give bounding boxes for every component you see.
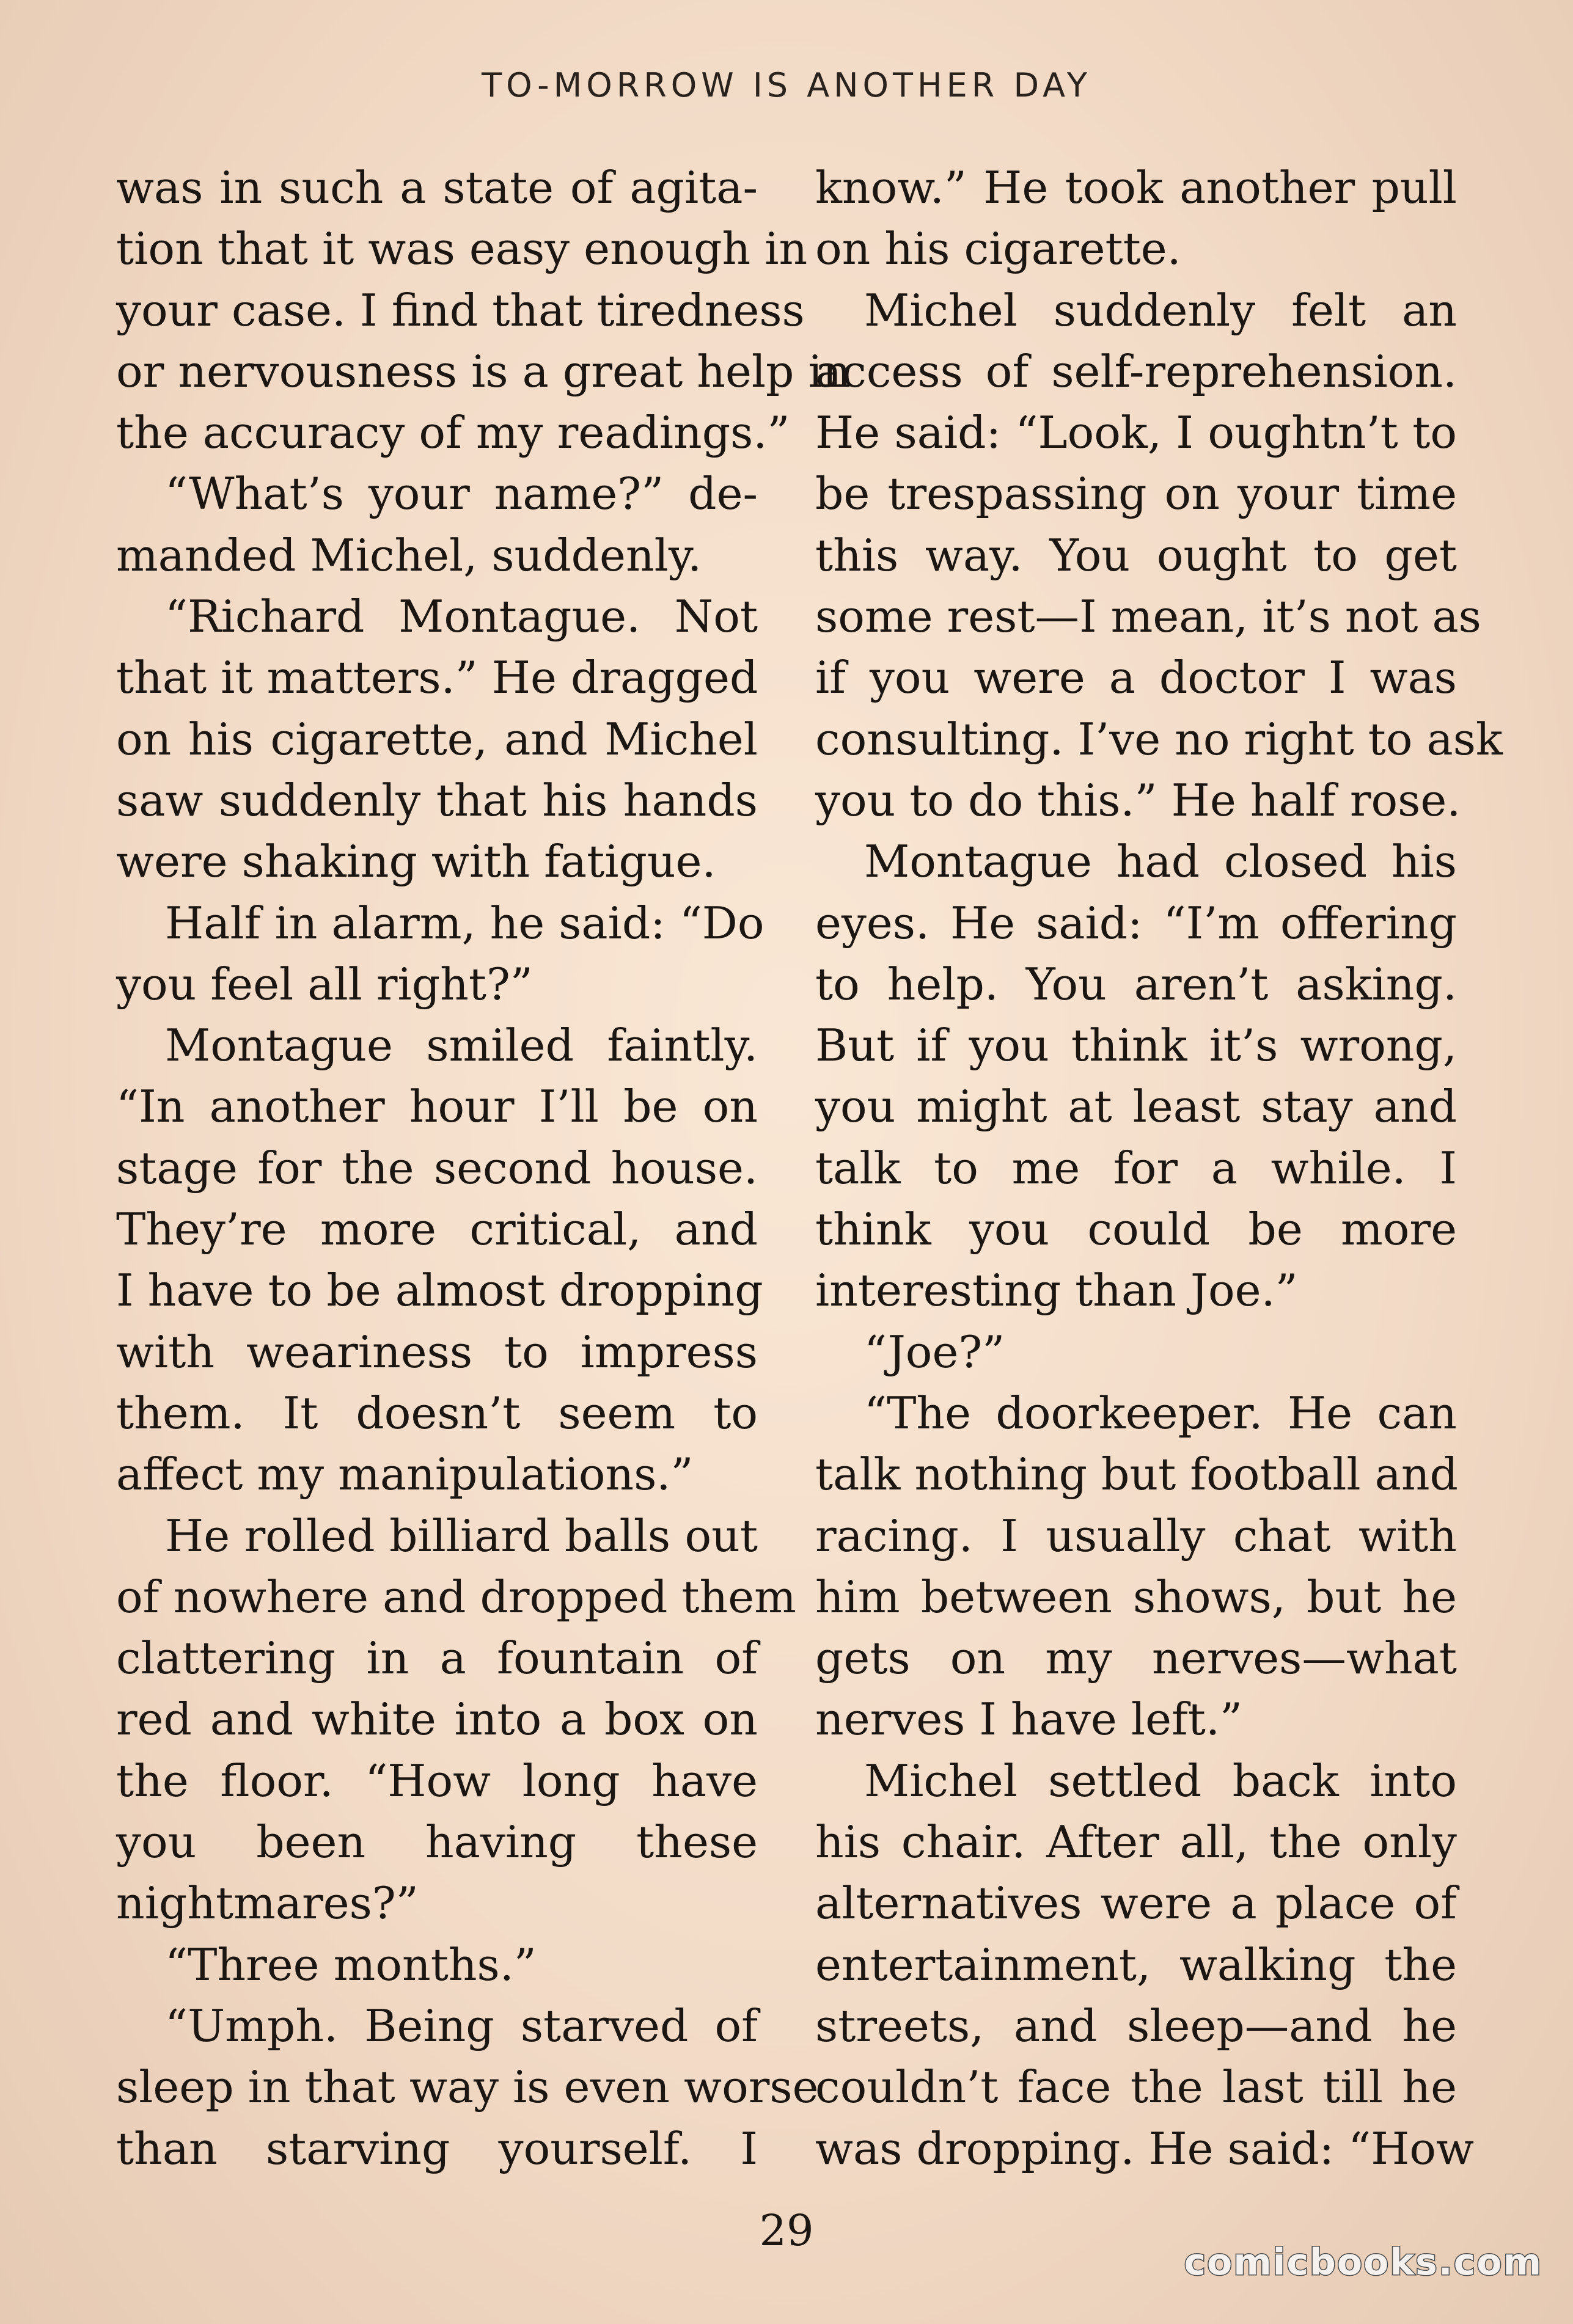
text-line: “Richard Montague. Not	[165, 591, 758, 643]
text-line: than starving yourself. I	[116, 2123, 758, 2175]
text-line: of nowhere and dropped them	[116, 1571, 796, 1623]
text-line: I have to be almost dropping	[116, 1265, 763, 1317]
text-line: Montague had closed his	[864, 836, 1457, 888]
text-line: Montague smiled faintly.	[165, 1020, 758, 1072]
text-line: He rolled billiard balls out	[165, 1510, 758, 1562]
text-line: you been having these	[116, 1817, 758, 1869]
text-line: “In another hour I’ll be on	[116, 1081, 758, 1133]
text-line: “The doorkeeper. He can	[864, 1387, 1457, 1439]
text-line: entertainment, walking the	[815, 1939, 1457, 1991]
text-line: to help. You aren’t asking.	[815, 959, 1457, 1010]
text-line: He said: “Look, I oughtn’t to	[815, 407, 1457, 459]
text-line: him between shows, but he	[815, 1571, 1457, 1623]
text-line: stage for the second house.	[116, 1142, 758, 1194]
text-line: “What’s your name?” de-	[165, 469, 758, 521]
text-line: some rest—I mean, it’s not as	[815, 591, 1481, 643]
text-line: if you were a doctor I was	[815, 652, 1457, 704]
text-line: was in such a state of agita-	[116, 163, 758, 214]
text-line: nightmares?”	[116, 1878, 419, 1930]
text-line: nerves I have left.”	[815, 1694, 1243, 1746]
text-line: them. It doesn’t seem to	[116, 1387, 758, 1439]
text-line: gets on my nerves—what	[815, 1633, 1457, 1685]
text-line: “Umph. Being starved of	[165, 2000, 758, 2052]
text-line: But if you think it’s wrong,	[815, 1020, 1457, 1072]
text-line: were shaking with fatigue.	[116, 836, 716, 888]
text-line: the accuracy of my readings.”	[116, 407, 790, 459]
left-text-column	[116, 158, 851, 2180]
text-line: be trespassing on your time	[815, 469, 1457, 521]
text-line: Michel suddenly felt an	[864, 285, 1457, 337]
right-text-column	[815, 158, 1503, 2180]
page-number: 29	[759, 2205, 814, 2256]
text-line: interesting than Joe.”	[815, 1265, 1298, 1317]
running-head: TO-MORROW IS ANOTHER DAY	[482, 66, 1091, 104]
text-line: red and white into a box on	[116, 1694, 758, 1746]
text-line: access of self-reprehension.	[815, 346, 1457, 398]
text-line: on his cigarette, and Michel	[116, 714, 758, 766]
text-line: tion that it was easy enough in	[116, 224, 808, 276]
text-line: know.” He took another pull	[815, 163, 1457, 214]
text-line: “Three months.”	[165, 1939, 537, 1991]
text-line: clattering in a fountain of	[116, 1633, 758, 1685]
text-line: consulting. I’ve no right to ask	[815, 714, 1503, 766]
text-line: talk to me for a while. I	[815, 1142, 1457, 1194]
text-line: streets, and sleep—and he	[815, 2000, 1457, 2052]
text-line: with weariness to impress	[116, 1326, 758, 1378]
text-line: your case. I find that tiredness	[116, 285, 805, 337]
text-line: you feel all right?”	[116, 959, 533, 1010]
text-line: his chair. After all, the only	[815, 1817, 1457, 1869]
text-line: that it matters.” He dragged	[116, 652, 758, 704]
text-line: eyes. He said: “I’m offering	[815, 897, 1457, 949]
text-line: manded Michel, suddenly.	[116, 530, 702, 582]
text-line: Michel settled back into	[864, 1755, 1457, 1807]
text-line: They’re more critical, and	[116, 1204, 758, 1256]
text-line: Half in alarm, he said: “Do	[165, 897, 765, 949]
text-line: you might at least stay and	[815, 1081, 1457, 1133]
text-line: was dropping. He said: “How	[815, 2123, 1475, 2175]
text-line: affect my manipulations.”	[116, 1449, 694, 1501]
text-line: couldn’t face the last till he	[815, 2062, 1457, 2114]
text-line: or nervousness is a great help in	[116, 346, 851, 398]
watermark: comicbooks.com	[1184, 2241, 1542, 2284]
text-line: saw suddenly that his hands	[116, 775, 758, 827]
text-line: this way. You ought to get	[815, 530, 1457, 582]
text-line: alternatives were a place of	[815, 1878, 1457, 1930]
text-line: the floor. “How long have	[116, 1755, 758, 1807]
text-line: talk nothing but football and	[815, 1449, 1458, 1501]
text-line: “Joe?”	[864, 1326, 1005, 1378]
text-line: you to do this.” He half rose.	[815, 775, 1461, 827]
text-line: on his cigarette.	[815, 224, 1181, 276]
text-line: racing. I usually chat with	[815, 1510, 1457, 1562]
text-line: sleep in that way is even worse	[116, 2062, 819, 2114]
text-line: think you could be more	[815, 1204, 1457, 1256]
